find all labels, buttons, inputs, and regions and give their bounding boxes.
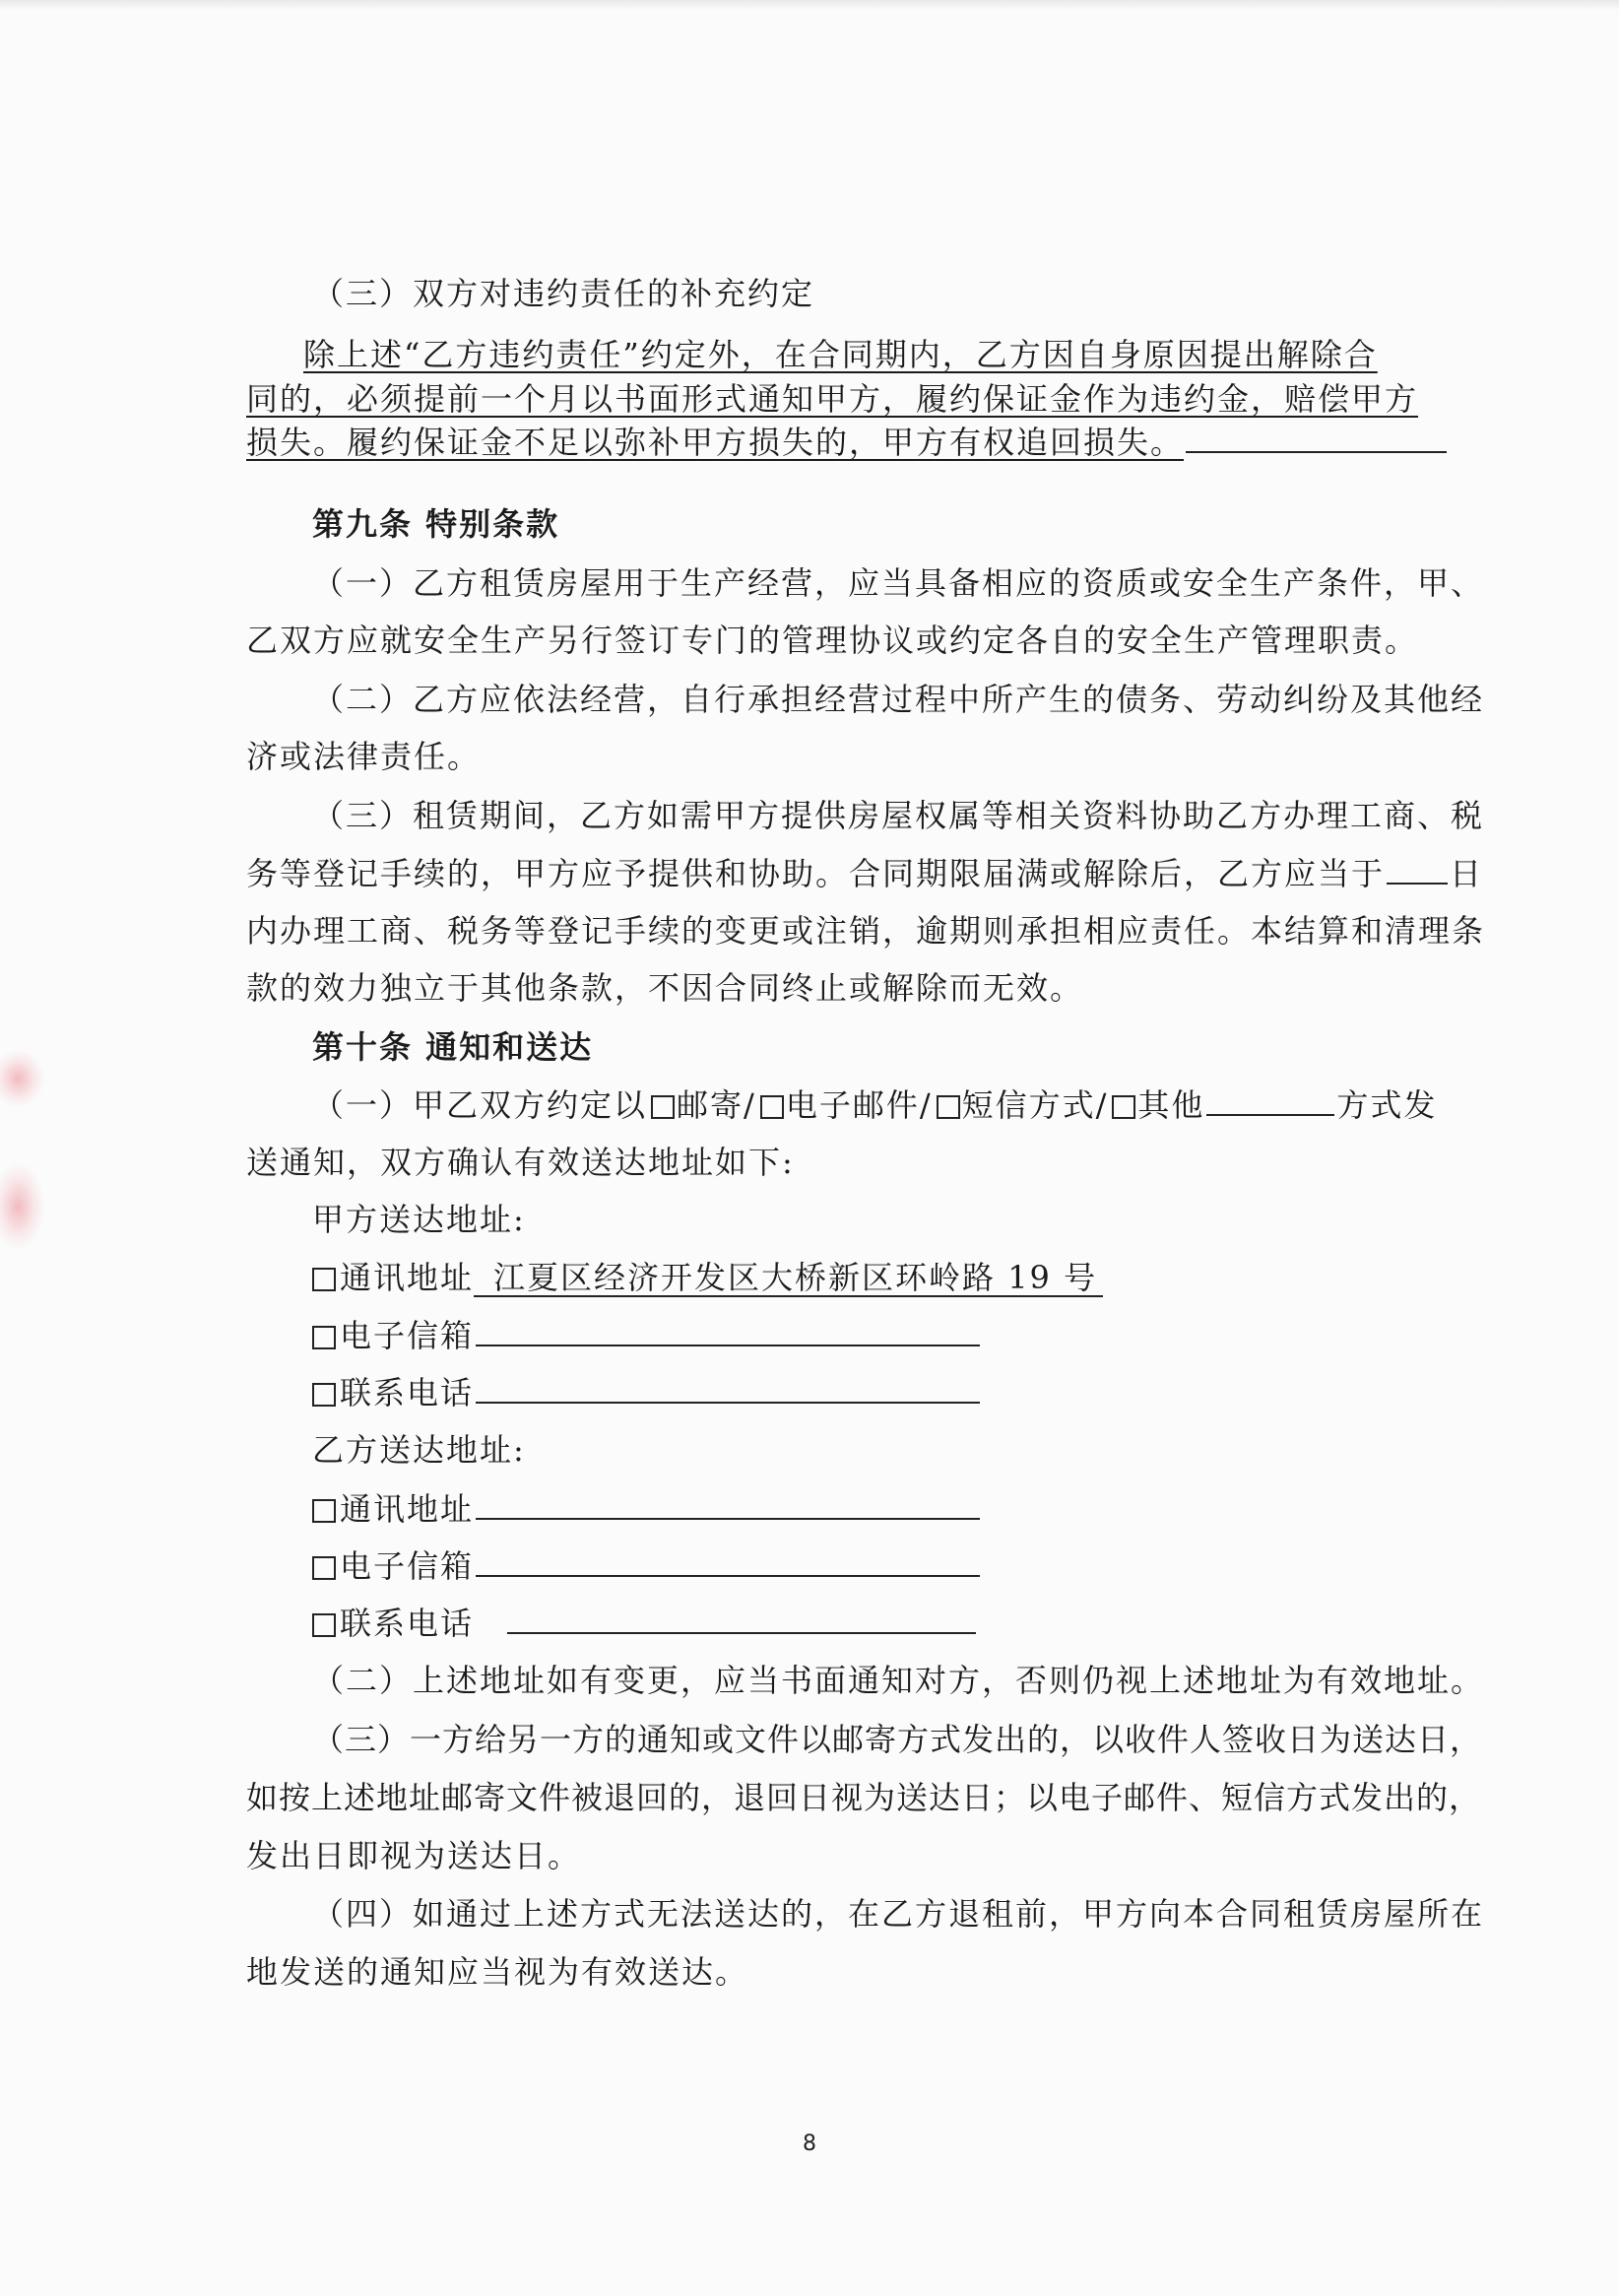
scan-top-edge <box>0 0 1619 10</box>
days-blank <box>1387 853 1448 885</box>
breach-supplement-line: 同的，必须提前一个月以书面形式通知甲方，履约保证金作为违约金，赔偿甲方 <box>246 380 1419 418</box>
checkbox[interactable] <box>1112 1095 1135 1119</box>
party-a-address-row: 通讯地址 江夏区经济开发区大桥新区环岭路 19 号 <box>312 1258 1448 1297</box>
party-a-email-row: 电子信箱 <box>312 1315 1448 1355</box>
checkbox[interactable] <box>312 1613 336 1637</box>
checkbox[interactable] <box>937 1095 960 1119</box>
paragraph-line: 地发送的通知应当视为有效送达。 <box>246 1953 749 1991</box>
checkbox[interactable] <box>312 1268 336 1291</box>
party-b-label: 乙方送达地址: <box>312 1431 526 1469</box>
paragraph-line: （二）上述地址如有变更，应当书面通知对方，否则仍视上述地址为有效地址。 <box>312 1662 1485 1699</box>
seal-fragment <box>0 1162 45 1251</box>
paragraph-line: 如按上述地址邮寄文件被退回的，退回日视为送达日；以电子邮件、短信方式发出的， <box>246 1779 1482 1816</box>
party-b-email-row: 电子信箱 <box>312 1545 1448 1586</box>
paragraph-line: （三）一方给另一方的通知或文件以邮寄方式发出的，以收件人签收日为送达日， <box>312 1721 1483 1758</box>
article-9-title: 第九条 特别条款 <box>312 505 560 543</box>
paragraph-line: （四）如通过上述方式无法送达的，在乙方退租前，甲方向本合同租赁房屋所在 <box>312 1895 1485 1933</box>
paragraph-line: 内办理工商、税务等登记手续的变更或注销，逾期则承担相应责任。本结算和清理条 <box>246 912 1486 950</box>
party-a-address-value: 江夏区经济开发区大桥新区环岭路 19 号 <box>474 1260 1103 1297</box>
paragraph-line: （二）乙方应依法经营，自行承担经营过程中所产生的债务、劳动纠纷及其他经 <box>312 681 1485 718</box>
paragraph-line: 乙双方应就安全生产另行签订专门的管理协议或约定各自的安全生产管理职责。 <box>246 622 1419 659</box>
checkbox[interactable] <box>312 1383 336 1407</box>
party-a-phone-row: 联系电话 <box>312 1372 1448 1412</box>
paragraph-line: 济或法律责任。 <box>246 738 482 775</box>
paragraph-line: （一）乙方租赁房屋用于生产经营，应当具备相应的资质或安全生产条件，甲、 <box>312 564 1485 602</box>
checkbox[interactable] <box>312 1556 336 1580</box>
paragraph-line: 发出日即视为送达日。 <box>246 1837 582 1874</box>
paragraph-line: 送通知，双方确认有效送达地址如下: <box>246 1144 795 1181</box>
other-method-blank <box>1206 1084 1334 1116</box>
party-a-label: 甲方送达地址: <box>312 1201 526 1238</box>
paragraph-line: （一）甲乙双方约定以 邮寄/ 电子邮件/ 短信方式/ 其他 方式发 <box>312 1086 1438 1124</box>
breach-supplement-line: 除上述“乙方违约责任”约定外，在合同期内，乙方因自身原因提出解除合 <box>303 336 1378 373</box>
party-b-address-row: 通讯地址 <box>312 1488 1448 1529</box>
party-b-phone-row: 联系电话 <box>312 1603 1448 1643</box>
checkbox[interactable] <box>312 1326 336 1349</box>
checkbox[interactable] <box>760 1095 784 1119</box>
article-10-title: 第十条 通知和送达 <box>312 1028 594 1066</box>
checkbox[interactable] <box>651 1095 675 1119</box>
paragraph-line: 务等登记手续的，甲方应予提供和协助。合同期限届满或解除后，乙方应当于 日 <box>246 855 1484 892</box>
breach-supplement-title: （三）双方对违约责任的补充约定 <box>312 275 815 312</box>
breach-supplement-line: 损失。履约保证金不足以弥补甲方损失的，甲方有权追回损失。 <box>246 422 1448 462</box>
paragraph-line: （三）租赁期间，乙方如需甲方提供房屋权属等相关资料协助乙方办理工商、税 <box>312 797 1485 834</box>
checkbox[interactable] <box>312 1499 336 1523</box>
page-number: 8 <box>803 2132 816 2156</box>
paragraph-line: 款的效力独立于其他条款，不因合同终止或解除而无效。 <box>246 969 1084 1007</box>
seal-fragment <box>0 1049 45 1108</box>
